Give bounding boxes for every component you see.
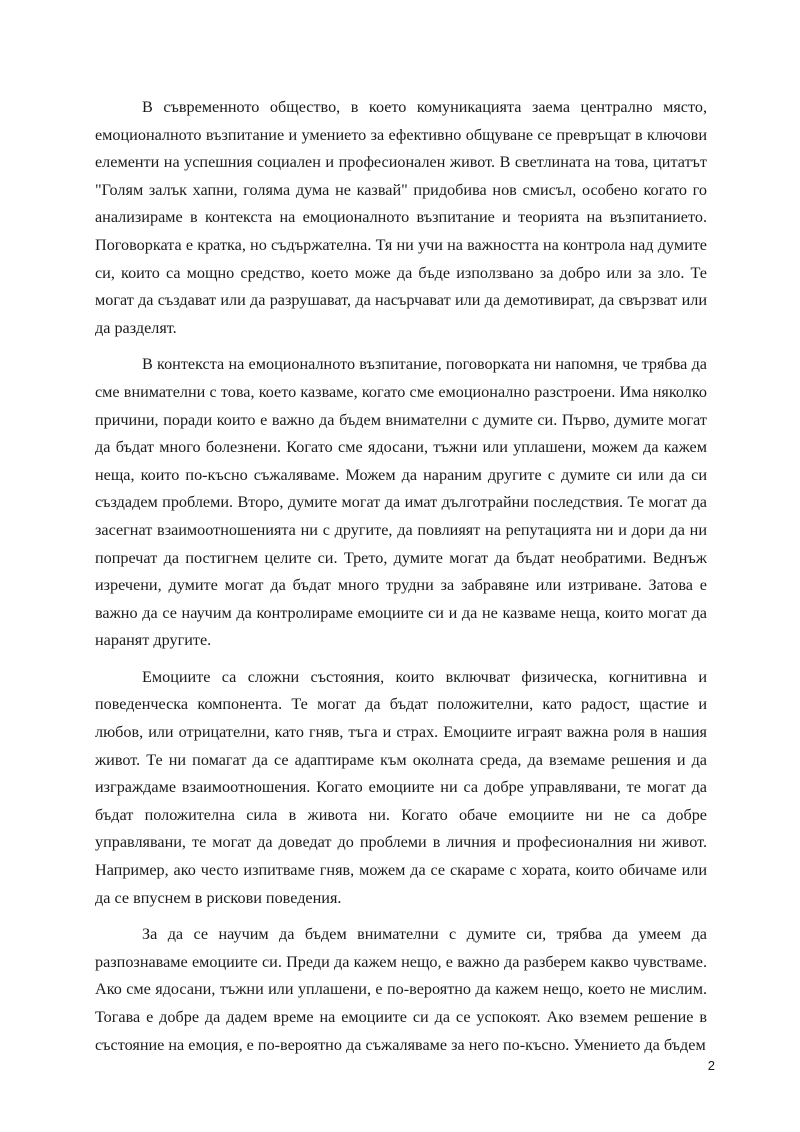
- paragraph-4: За да се научим да бъдем внимателни с думите си, трябва да умеем да разпознаваме емоциите си. Преди да кажем нещо, е важно да разберем какво чувстваме. Ако сме ядосани, тъжни или уплашени, е по-вероятно да кажем нещо, което не мислим. Тогава е добре да дадем време на емоциите си да се успокоят. Ако вземем решение в състояние на емоция, е по-вероятно да съжаляваме за него по-късно. Умението да бъдем: [95, 925, 707, 1054]
- document-body: [95, 94, 707, 1068]
- page-number: 2: [707, 1058, 715, 1073]
- paragraph-1: В съвременното общество, в което комуникацията заема централно място, емоционалното възпитание и умението за ефективно общуване се превръщат в ключови елементи на успешния социален и професионален живот. В светлината на това, цитатът "Голям залък хапни, голяма дума не казвай" придобива нов смисъл, особено когато го анализираме в контекста на емоционалното възпитание и теорията на възпитанието. Поговорката е кратка, но съдържателна. Тя ни учи на важността на контрола над думите си, които са мощно средство, което може да бъде използвано за добро или за зло. Те могат да създават или да разрушават, да насърчават или да демотивират, да свързват или да разделят.: [95, 98, 707, 337]
- paragraph-3: Емоциите са сложни състояния, които включват физическа, когнитивна и поведенческа компонента. Те могат да бъдат положителни, като радост, щастие и любов, или отрицателни, като гняв, тъга и страх. Емоциите играят важна роля в нашия живот. Те ни помагат да се адаптираме към околната среда, да вземаме решения и да изграждаме взаимоотношения. Когато емоциите ни са добре управлявани, те могат да бъдат положителна сила в живота ни. Когато обаче емоциите ни не са добре управлявани, те могат да доведат до проблеми в личния и професионалния ни живот. Например, ако често изпитваме гняв, можем да се скараме с хората, които обичаме или да се впуснем в рискови поведения.: [95, 667, 707, 907]
- paragraph-2: В контекста на емоционалното възпитание, поговорката ни напомня, че трябва да сме внимателни с това, което казваме, когато сме емоционално разстроени. Има няколко причини, поради които е важно да бъдем внимателни с думите си. Първо, думите могат да бъдат много болезнени. Когато сме ядосани, тъжни или уплашени, можем да кажем неща, които по-късно съжаляваме. Можем да нараним другите с думите си или да си създадем проблеми. Второ, думите могат да имат дълготрайни последствия. Те могат да засегнат взаимоотношенията ни с другите, да повлияят на репутацията ни и дори да ни попречат да постигнем целите си. Трето, думите могат да бъдат необратими. Веднъж изречени, думите могат да бъдат много трудни за забравяне или изтриване. Затова е важно да се научим да контролираме емоциите си и да не казваме неща, които могат да наранят другите.: [95, 355, 707, 650]
